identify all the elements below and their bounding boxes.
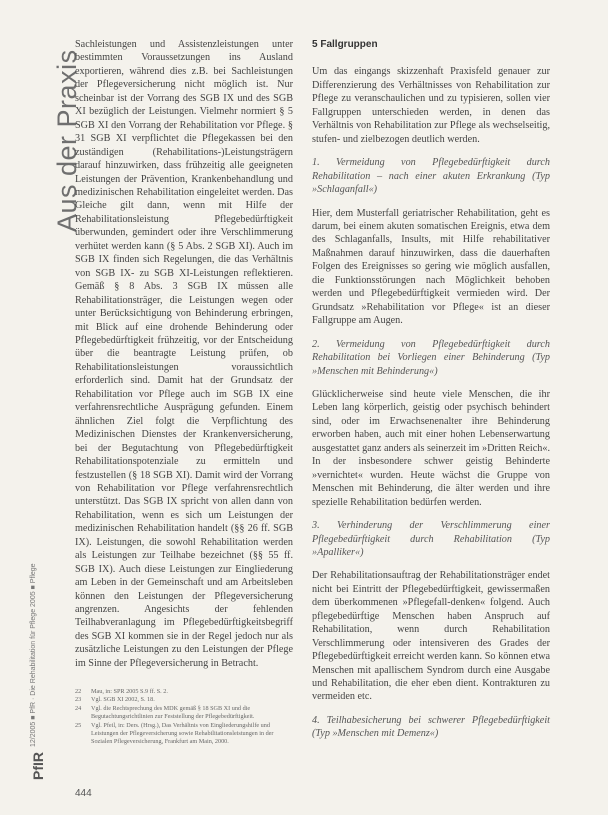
- case-heading: 3. Verhinderung der Verschlimmerung einer Pflegebedürftigkeit durch Rehabilitation (Typ »Apalliker«): [312, 520, 550, 558]
- issue-line: 12/2005 ■ PfR · Die Rehabilitation für Pflege 2005 ■ Pflege: [30, 563, 37, 747]
- footnote-text: Vgl. SGB XI 2002, S. 18.: [91, 696, 155, 704]
- right-paragraph: Der Rehabilitationsauftrag der Rehabilitationsträger endet nicht bei Eintritt der Pflegebedürftigkeit, gewissermaßen dem überkommenen »Pflegefall-denken« folgend. Auch pflegebedürftige Menschen haben Anspruch auf Rehabilitation, wenn durch Rehabilitation Verschlimmerung oder intensiveren des Grades der Pflegebedürftigkeit erreicht werden kann. So können etwa Menschen mit apallischem Syndrom durch eine Ausgabe und Rehabilitation, die eher eben dient. Kontrakturen zu vermeiden etc.: [312, 570, 550, 703]
- case-heading: 4. Teilhabesicherung bei schwerer Pflegebedürftigkeit (Typ »Menschen mit Demenz«): [312, 714, 550, 740]
- journal-sidebar: [12, 563, 46, 780]
- footnote-text: Vgl. die Rechtsprechung des MDK gemäß § 18 SGB XI und die Begutachtungsrichtlinien zur Feststellung der Pflegebedürftigkeit.: [91, 704, 255, 721]
- left-column: [75, 38, 293, 669]
- right-paragraph: Um das eingangs skizzenhaft Praxisfeld genauer zur Differenzierung des Verhältnisses von Rehabilitation zur Pflege zu veranschaulichen und zu typisieren, sollen vier Fallgruppen unterschieden werden, in denen das Verhältnis von Rehabilitation zur Pflege als wechselseitig, stufen- und zielbezogen deutlich werden.: [312, 66, 550, 145]
- footnote-text: Vgl. Pfeil, in: Ders. (Hrsg.), Das Verhältnis von Eingliederungshilfe und Leistungen der Pflegeversicherung sowie Rehabilitationsleistungen in der Sozialen Pflegeversicherung, Frankfurt am Main, 2000.: [91, 721, 274, 746]
- footnote-text: Mau, in: SPR 2005 S.9 ff. S. 2.: [91, 688, 168, 695]
- page-number: 444: [75, 788, 92, 799]
- journal-logo: PfIR: [30, 752, 46, 780]
- footnote-number: 25: [75, 721, 82, 729]
- footnote: [75, 722, 293, 747]
- right-column: [312, 38, 550, 778]
- section-heading: 5 Fallgruppen: [312, 39, 378, 50]
- left-paragraph: Sachleistungen und Assistenzleistungen unter bestimmten Voraussetzungen ins Ausland exportieren, während dies z.B. bei Sachleistungen der Pflegeversicherung nicht möglich ist. Nur scheinbar ist der Vorrang des SGB IX und des SGB XI bezüglich der Leistungen. Vielmehr normiert § 5 SGB XI den Vorrang der Rehabilitation vor Pflege. § 31 SGB XI verpflichtet die Pflegekassen bei den zuständigen (Rehabilitations-)Leistungsträgern darauf hinzuwirken, dass frühzeitig alle geeigneten Leistungen der Prävention, Krankenbehandlung und medizinischen Rehabilitation eingeleitet werden. Das Gleiche gilt dann, wenn mit Hilfe der Rehabilitationsleistung Pflegebedürftigkeit überwunden, gemindert oder ihre Verschlimmerung verhütet werden kann (§ 5 Abs. 2 SGB XI). Auch im SGB IX finden sich Regelungen, die das Verhältnis von SGB IX- zu SGB XI-Leistungen reflektieren. Gemäß § 8 Abs. 3 SGB IX müssen alle Rehabilitationsträger, die Leistungen wegen oder unter Berücksichtigung von Behinderung erbringen, mit Blick auf eine drohende Behinderung oder Pflegebedürftigkeit frühzeitig, vor der Entscheidung über die beantragte Leistung prüfen, ob Rehabilitationsleistungen voraussichtlich erforderlich sind. Damit hat der Grundsatz der Rehabilitation vor Pflege auch im SGB IX eine verfahrensrechtliche Ausprägung gefunden. Einem ähnlichen Ziel folgt die Verpflichtung des Medizinischen Dienstes der Krankenversicherung, bei der Begutachtung von Pflegebedürftigkeit Rehabilitationspotenziale zu ermitteln und festzustellen (§ 18 SGB XI). Damit wird der Vorrang von Rehabilitation vor Pflege verfahrensrechtlich unterstützt. Das SGB IX spricht von allen dann von Rehabilitation, wenn es sich um Leistungen der medizinischen Rehabilitation handelt (§§ 26 ff. SGB IX). Leistungen, die sowohl Rehabilitation werden als Leistungen zur Teilhabe bezeichnet (§§ 55 ff. SGB IX). Auch diese Leistungen zur Eingliederung am Leben in der Gemeinschaft und am Arbeitsleben können den Leistungen der Pflegeversicherung angrenzen. Angesichts der fehlenden Teilhabveranlagung im Pflegebedürftigkeitsbegriff des SGB XI kommen sie in der Regel jedoch nur als zusätzliche Leistungen zu den Leistungen der Pflege im Sinne der Pflegeversicherung in Betracht.: [75, 39, 293, 669]
- footnote-number: 23: [75, 696, 82, 704]
- footnote-number: 22: [75, 688, 82, 695]
- footnote-number: 24: [75, 704, 82, 712]
- section-side-title: [18, 36, 82, 236]
- footnote: [75, 705, 293, 722]
- right-paragraph: Hier, dem Musterfall geriatrischer Rehabilitation, geht es darum, bei einem akuten somatischen Ereignis, etwa dem des Schlaganfalls, Insults, mit Hilfe rehabilitativer Maßnahmen darauf hinzuwirken, dass die dauerhaften Folgen des Ereignisses so gering wie möglich ausfallen, die Funktionsstörungen nach Möglichkeit behoben werden und Pflegebedürftigkeit vermieden wird. Der Grundsatz »Rehabilitation vor Pflege« ist an dieser Fallgruppe am Augen.: [312, 207, 550, 327]
- case-heading: 1. Vermeidung von Pflegebedürftigkeit durch Rehabilitation – nach einer akuten Erkrankung (Typ »Schlaganfall«): [312, 157, 550, 196]
- footnotes: [75, 688, 293, 747]
- footnote: [75, 696, 293, 704]
- footnote: [75, 688, 293, 696]
- right-paragraph: Glücklicherweise sind heute viele Menschen, die ihr Leben lang körperlich, geistig oder psychisch behindert sind, oder im Erwachsenenalter ihre Behinderung erworben haben, auch mit einer hohen Lebenserwartung ausgestattet ganz anders als seinerzeit im »Dritten Reich«. In der insbesondere schwer geistig Behinderte »vernichtet« wurden. Heute wächst die Gruppe von Menschen mit Behinderung, die älter werden und ihre spezielle Rehabilitation bedürfen werden.: [312, 388, 550, 508]
- case-heading: 2. Vermeidung von Pflegebedürftigkeit durch Rehabilitation bei Vorliegen einer Behinderung (Typ »Menschen mit Behinderung«): [312, 338, 550, 377]
- side-title-text: Aus der Praxis: [52, 49, 82, 232]
